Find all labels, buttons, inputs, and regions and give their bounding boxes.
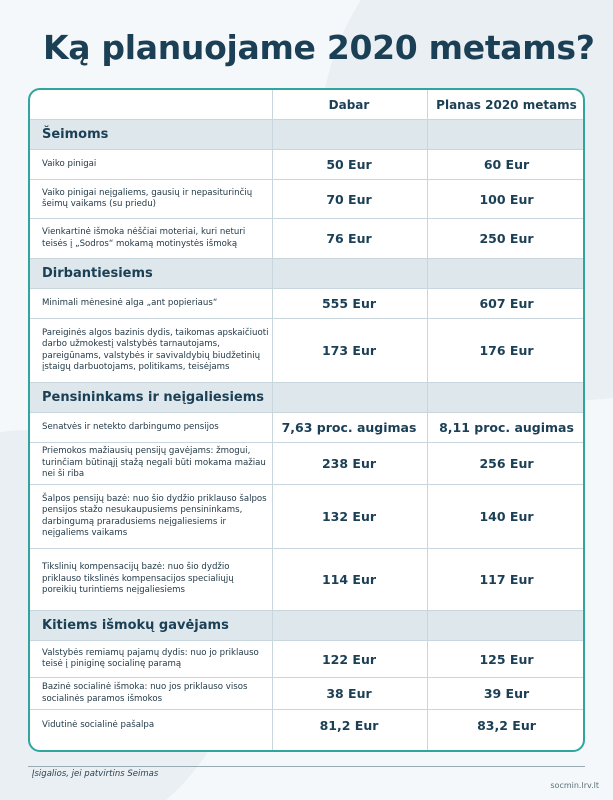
value-plan: 100 Eur [479,191,534,207]
row-label: Bazinė socialinė išmoka: nuo jos priklauso visos socialinės paramos išmokos [42,682,248,704]
title-regular: Ką planuojame [43,28,327,67]
table-row [30,289,583,319]
column-divider [272,90,273,750]
table-row [30,219,583,259]
value-plan: 140 Eur [479,509,534,524]
website-link[interactable]: socmin.lrv.lt [550,781,599,790]
value-plan: 250 Eur [479,231,534,246]
row-label: Priemokos mažiausių pensijų gavėjams: žmogui, turinčiam būtinąjį stažą negali būti mokama mažiau nei ši riba [42,446,266,480]
table-row [30,180,583,219]
value-current: 173 Eur [321,343,377,358]
value-current: 7,63 proc. augimas [281,420,417,435]
row-label: Vaiko pinigai [42,158,97,169]
value-current: 122 Eur [321,651,377,667]
footnote: Įsigalios, jei patvirtins Seimas [32,769,159,779]
benefits-table [28,88,585,752]
table-row [30,549,583,611]
value-plan: 125 Eur [479,651,534,667]
title-bold: 2020 metams? [326,28,595,67]
value-current: 38 Eur [326,686,372,701]
table-row [30,150,583,180]
row-label: Tikslinių kompensacijų bazė: nuo šio dydžio priklauso tikslinės kompensacijos specialiųjų poreikių turintiems neįgaliesiems [42,562,234,596]
row-label: Senatvės ir netekto darbingumo pensijos [42,421,219,432]
value-plan: 60 Eur [483,157,530,172]
table-row [30,485,583,549]
value-current: 555 Eur [321,296,377,311]
value-plan: 8,11 proc. augimas [439,420,574,435]
value-current: 132 Eur [321,509,377,524]
section-heading: Pensininkams ir neįgaliesiems [30,383,583,413]
row-label: Vidutinė socialinė pašalpa [42,719,155,730]
header-plan: Planas 2020 metams [436,98,577,112]
row-label: Minimali mėnesinė alga „ant popieriaus“ [42,297,218,308]
row-label: Vienkartinė išmoka nėščiai moteriai, kuri neturi teisės į „Sodros“ mokamą motinystės išmoką [42,227,246,249]
table-row [30,319,583,383]
value-current: 81,2 Eur [319,718,379,733]
value-plan: 117 Eur [479,572,534,587]
header-current: Dabar [328,98,370,112]
value-current: 70 Eur [326,191,372,207]
value-current: 50 Eur [326,157,372,172]
table-row [30,413,583,443]
table-row [30,443,583,485]
value-plan: 256 Eur [479,456,534,471]
section-heading: Dirbantiesiems [30,259,583,289]
row-label: Pareiginės algos bazinis dydis, taikomas apskaičiuoti darbo užmokestį valstybės tarnautojams, pareigūnams, valstybės ir savivaldybių biudžetinių įstaigų darbuotojams, politikams, teisėjams [42,327,269,372]
table-row [30,641,583,678]
value-current: 76 Eur [326,231,372,246]
table-row [30,678,583,710]
value-plan: 83,2 Eur [477,718,536,733]
section-heading: Šeimoms [30,120,583,150]
footer-divider [28,766,585,767]
column-divider [427,90,428,750]
table-row [30,710,583,741]
row-label: Valstybės remiamų pajamų dydis: nuo jo priklauso teisė į piniginę socialinę paramą [42,647,259,669]
value-plan: 39 Eur [483,686,530,701]
table-header [30,90,583,120]
row-label: Šalpos pensijų bazė: nuo šio dydžio priklauso šalpos pensijos stažo nesukaupusiems pensininkams, darbingumą praradusiems neįgaliesiems ir neįgaliems vaikams [42,493,267,538]
value-current: 238 Eur [321,456,377,471]
value-plan: 176 Eur [479,343,534,358]
value-current: 114 Eur [321,572,377,587]
row-label: Vaiko pinigai neįgaliems, gausių ir nepasiturinčių šeimų vaikams (su priedu) [42,187,253,209]
value-plan: 607 Eur [479,296,534,311]
section-heading: Kitiems išmokų gavėjams [30,611,583,641]
page-title [43,28,595,68]
